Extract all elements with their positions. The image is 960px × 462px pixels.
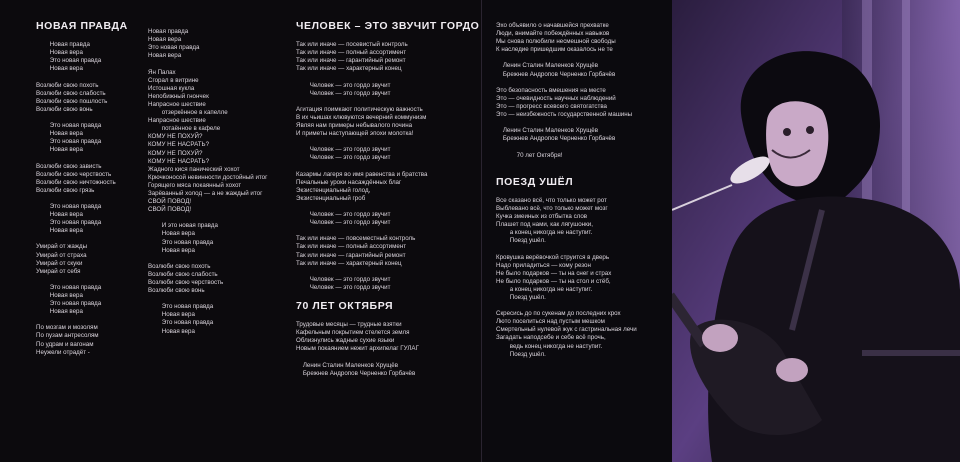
lyric-line: Человек — это гордо звучит — [296, 283, 391, 291]
lyric-line: Смертельный нулевой жук с гастринальная лечи — [496, 326, 637, 334]
lyric-line: Возлюби свою вонь — [36, 105, 93, 113]
lyric-line: Мы снова полюбили несмешной свободы — [496, 38, 616, 46]
performer-photo — [672, 0, 960, 462]
lyric-line: Новая вера — [36, 65, 83, 73]
stanza-gap — [296, 98, 479, 106]
lyric-line: Непобижный гнончек — [148, 92, 209, 100]
lyric-line: Экзистенциальный гроб — [296, 194, 366, 202]
lyric-line: а конец никогда не наступит. — [496, 285, 593, 293]
lyric-line: Новая вера — [148, 52, 182, 60]
lyric-line: Крючконосой невинности достойный итог — [148, 173, 268, 181]
lyric-line: Так или иначе — полный ассортимент — [296, 243, 407, 251]
lyrics-column-novaya-pravda — [36, 20, 128, 357]
lyric-line: Брежнев Андропов Черненко Горбачёв — [296, 369, 416, 377]
lyric-line: Ян Палах — [148, 68, 176, 76]
lyric-line: Человек — это гордо звучит — [296, 275, 391, 283]
stanza-gap — [36, 195, 128, 203]
stanza-gap — [148, 214, 267, 222]
lyric-line: Это новая правда — [148, 44, 200, 52]
lyric-line: Не было подарков — ты на снег и страх — [496, 269, 612, 277]
lyric-line: По мозгам и мозолям — [36, 324, 98, 332]
lyric-line: Кучка змеиных из отбытка слов — [496, 213, 588, 221]
lyric-line: Это новая правда — [36, 122, 102, 130]
stanza-gap — [296, 203, 479, 211]
stanza-gap — [296, 313, 479, 321]
lyric-line: Экзистенциальный голод, — [296, 186, 371, 194]
lyric-line: Так или иначе — полный ассортимент — [296, 49, 407, 57]
song-title: ПОЕЗД УШЁЛ — [496, 175, 574, 188]
stanza-gap — [496, 168, 637, 176]
stanza-gap — [296, 163, 479, 171]
lyric-line: Поезд ушёл. — [496, 237, 546, 245]
song-title: НОВАЯ ПРАВДА — [36, 20, 128, 32]
lyric-line: Новая вера — [148, 230, 195, 238]
stanza-gap — [148, 60, 267, 68]
lyric-line: Новая вера — [36, 292, 83, 299]
lyric-line: И приметы наступающей эпохи молотка! — [296, 130, 414, 138]
lyric-line: Человек — это гордо звучит — [296, 89, 391, 97]
lyric-line: а конец никогда не наступит. — [496, 229, 593, 237]
lyric-line: Брежнев Андропов Черненко Горбачёв — [496, 135, 616, 143]
lyric-line: Новая вера — [36, 49, 83, 57]
lyric-line: Возлюби свою ничтожность — [36, 178, 116, 186]
lyric-line: Это новая правда — [148, 319, 214, 327]
lyrics-column-poezd-ushel — [496, 22, 637, 359]
lyric-line: Скресись до по сукенам до последних крох — [496, 310, 621, 318]
lyric-line: Новая вера — [36, 227, 83, 235]
lyric-line: Надо приладиться — кому резон — [496, 261, 591, 269]
stanza-gap — [496, 54, 637, 62]
stanza-gap — [296, 292, 479, 300]
lyric-line: Облизнулись жадные сухие языки — [296, 337, 395, 345]
lyric-line: Эхо объявило о начавшейся прехватке — [496, 22, 609, 29]
lyric-line: Новая вера — [148, 311, 195, 319]
lyric-line: КОМУ НЕ ПОХУЙ? — [148, 133, 203, 141]
stanza-gap — [496, 79, 637, 87]
lyric-line: Кровушка верёвочкой струится в дверь — [496, 253, 610, 261]
lyric-line: Это новая правда — [148, 303, 214, 311]
lyric-line: Так или иначе — посевистый контроль — [296, 41, 408, 49]
lyric-line: Ленин Сталин Маленков Хрущёв — [496, 127, 599, 135]
lyric-line: Возлюби свою слабость — [148, 270, 218, 278]
lyric-line: Казармы лагеря во имя равенства и братства — [296, 170, 428, 178]
lyric-line: Человек — это гордо звучит — [296, 219, 391, 227]
lyric-line: Возлюби свою зависть — [36, 162, 102, 170]
lyric-line: СВОЙ ПОВОД! — [148, 206, 192, 214]
lyric-line: Поезд ушёл. — [496, 294, 546, 301]
lyric-line: Возлюби свою пошлость — [36, 97, 108, 105]
lyric-line: КОМУ НЕ НАСРАТЬ? — [148, 157, 210, 165]
song-title: 70 ЛЕТ ОКТЯБРЯ — [296, 300, 394, 313]
lyric-line: Человек — это гордо звучит — [296, 146, 391, 154]
stanza-gap — [496, 245, 637, 253]
stanza-gap — [296, 227, 479, 235]
lyric-line: Возлюби свою слабость — [36, 89, 106, 97]
stanza-gap — [148, 20, 267, 28]
lyric-line: Напрасное шествие — [148, 100, 206, 108]
lyric-line: Агитация поимкают политическую важность — [296, 105, 423, 113]
stanza-gap — [296, 268, 479, 276]
lyric-line: Это — прогресс всевсего святогатства — [496, 102, 607, 110]
lyric-line: Являя нам примеры небывалого почина — [296, 122, 413, 130]
lyric-line: Люди, внимайте побеждённых навыков — [496, 30, 610, 38]
stanza-gap — [36, 235, 128, 243]
lyric-line: КОМУ НЕ НАСРАТЬ? — [148, 141, 210, 149]
lyric-line: Новым покаянием нежит архипелаг ГУЛАГ — [296, 345, 419, 353]
lyric-line: Загадать наподсебе и себе всё прочь, — [496, 334, 606, 342]
lyric-line: потаённое в кафеле — [148, 125, 221, 133]
lyric-line: Новая вера — [36, 211, 83, 219]
lyric-line: Это новая правда — [36, 138, 102, 146]
lyric-line: 70 лет Октября! — [496, 151, 563, 159]
lyric-line: Возлюби свою похоть — [36, 81, 99, 89]
lyric-line: Человек — это гордо звучит — [296, 211, 391, 219]
lyric-line: Истошная кукла — [148, 84, 195, 92]
lyric-line: Умирай от скуки — [36, 259, 83, 267]
lyric-line: Это — очевидность научных наблюдений — [496, 94, 616, 102]
lyric-line: Умирай от жажды — [36, 243, 88, 251]
lyric-line: Так или иначе — характерный конец — [296, 65, 402, 73]
lyric-line: Новая вера — [36, 308, 83, 316]
lyric-line: Умирай от страха — [36, 251, 87, 259]
lyric-line: Возлюби свою черствость — [148, 279, 224, 286]
lyric-line: Поезд ушёл. — [496, 350, 546, 358]
stanza-gap — [36, 154, 128, 162]
lyric-line: Человек — это гордо звучит — [296, 154, 391, 162]
lyric-line: Возлюби свою похоть — [148, 262, 211, 270]
lyric-line: Это новая правда — [36, 57, 102, 65]
lyric-line: Выблевано всё, что только может мозг — [496, 204, 608, 212]
lyric-line: Сгорал в витрине — [148, 76, 199, 84]
lyric-line: Трудовые месяцы — трудные взятки — [296, 321, 402, 329]
lyric-line: Новая вера — [148, 327, 195, 335]
song-title: ЧЕЛОВЕК – ЭТО ЗВУЧИТ ГОРДО — [296, 20, 480, 32]
stanza-gap — [36, 276, 128, 284]
lyric-line: И это новая правда — [148, 222, 218, 230]
lyric-line: Это новая правда — [36, 202, 102, 210]
stanza-gap — [296, 33, 479, 41]
stanza-gap — [148, 255, 267, 263]
lyric-line: Все сказано всё, что только может рот — [496, 196, 607, 204]
lyric-line: СВОЙ ПОВОД! — [148, 198, 192, 206]
stanza-gap — [296, 73, 479, 81]
stanza-gap — [496, 302, 637, 310]
lyric-line: Новая правда — [36, 41, 90, 49]
lyric-line: Это безопасность вмешения на месте — [496, 86, 606, 94]
lyric-line: Неужели отрадёт - — [36, 348, 90, 356]
lyric-line: Печальные уроки насаждённых благ — [296, 178, 402, 186]
lyric-line: Новая вера — [148, 246, 195, 254]
lyric-line: В их чьишах клювуются вечерний коммунизм — [296, 113, 427, 121]
lyric-line: Новая вера — [148, 36, 182, 44]
stanza-gap — [36, 316, 128, 324]
lyric-line: Напрасное шествие — [148, 117, 206, 125]
lyric-line: Возлюби свою черствость — [36, 170, 112, 178]
lyric-line: ведь конец никогда не наступит. — [496, 342, 603, 350]
lyric-line: Умирай от себя — [36, 267, 81, 275]
stanza-gap — [36, 33, 128, 41]
lyric-line: Так или иначе — характерный конец — [296, 259, 402, 267]
lyric-line: Так или иначе — повсеместный контроль — [296, 235, 416, 243]
stanza-gap — [296, 138, 479, 146]
lyric-line: Это новая правда — [36, 300, 102, 308]
lyric-line: Жадного кися панический хохот — [148, 165, 240, 173]
stanza-gap — [496, 119, 637, 127]
lyric-line: Возлюби свою вонь — [148, 287, 205, 295]
lyrics-column-novaya-pravda-continued — [148, 20, 267, 336]
lyric-line: Это новая правда — [148, 238, 214, 246]
lyric-line: К наследие пришедшим оказалось не те — [496, 46, 613, 54]
lyric-line: Ленин Сталин Маленков Хрущёв — [496, 62, 599, 70]
lyric-line: Новая правда — [148, 28, 189, 36]
lyric-line: Зарёванный холод — а не жаждый итог — [148, 189, 263, 197]
stanza-gap — [148, 295, 267, 303]
lyric-line: По удрам и вагонам — [36, 340, 94, 348]
lyric-line: Плашет под нами, как лягушонки, — [496, 221, 593, 229]
lyric-line: По пузам антресолям — [36, 332, 99, 340]
stanza-gap — [36, 73, 128, 81]
lyric-line: Не было подарков — ты на стол и стёб, — [496, 277, 611, 285]
lyric-line: Горящего мяса покаянный хохот — [148, 181, 242, 189]
lyric-line: Новая вера — [36, 130, 83, 138]
lyric-line: Брежнев Андропов Черненко Горбачёв — [496, 70, 616, 78]
stanza-gap — [296, 354, 479, 362]
lyric-line: Это — неизбежность государственной машины — [496, 111, 633, 119]
lyric-line: КОМУ НЕ ПОХУЙ? — [148, 149, 203, 157]
stanza-gap — [496, 189, 637, 197]
stanza-gap — [496, 143, 637, 151]
lyric-line: Это новая правда — [36, 219, 102, 227]
lyric-line: Люто поселиться над пустым мешком — [496, 318, 605, 326]
lyric-line: Кафельным покрытием стелется земля — [296, 329, 410, 337]
lyric-line: отзеркённое в капелле — [148, 109, 228, 117]
lyric-line: Так или иначе — гарантийный ремонт — [296, 251, 406, 259]
lyric-line: Это новая правда — [36, 283, 102, 291]
stanza-gap — [36, 114, 128, 122]
lyric-line: Так или иначе — гарантийный ремонт — [296, 57, 406, 65]
lyric-line: Возлюби свою грязь — [36, 186, 95, 194]
lyric-line: Новая вера — [36, 146, 83, 154]
stanza-gap — [496, 160, 637, 168]
lyric-line: Человек — это гордо звучит — [296, 81, 391, 89]
lyric-line: Ленин Сталин Маленков Хрущёв — [296, 361, 399, 369]
lyrics-column-chelovek — [296, 20, 479, 378]
